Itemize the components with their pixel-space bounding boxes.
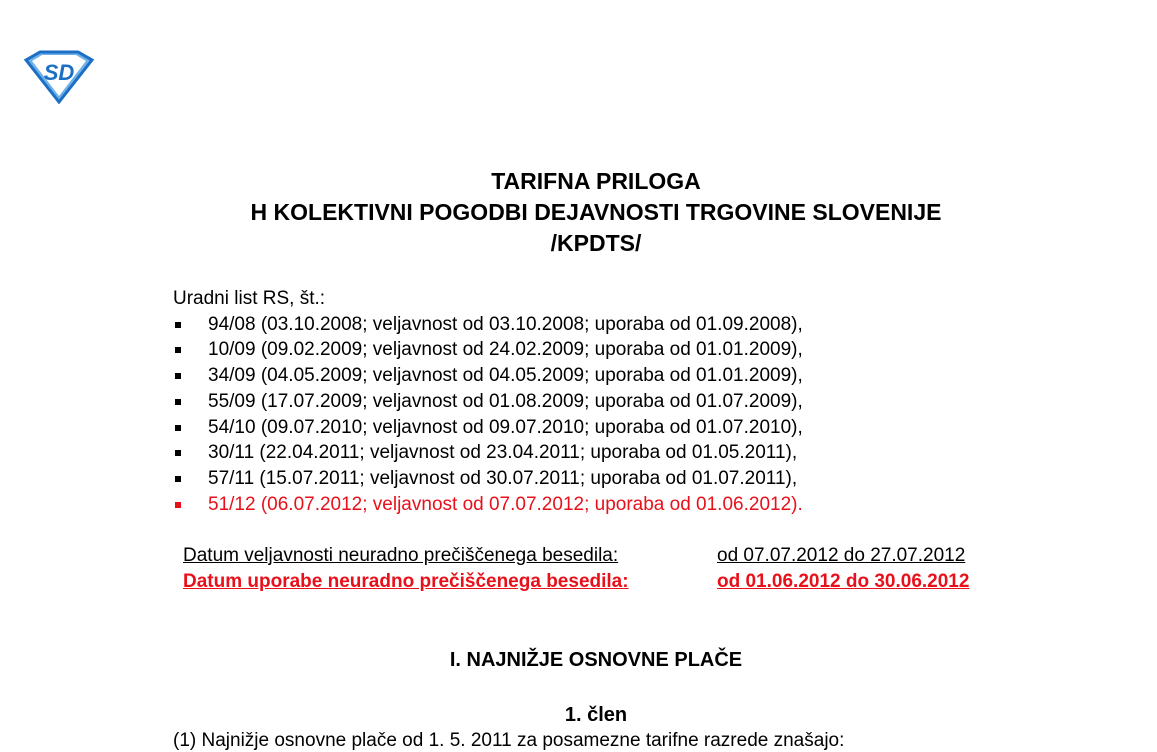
bullet-icon	[175, 425, 181, 431]
gazette-item: 30/11 (22.04.2011; veljavnost od 23.04.2011; uporaba od 01.05.2011),	[173, 440, 803, 466]
usage-label: Datum uporabe neuradno prečiščenega besedila:	[183, 571, 629, 592]
bullet-icon	[175, 347, 181, 353]
bullet-icon	[175, 399, 181, 405]
gazette-item: 54/10 (09.07.2010; veljavnost od 09.07.2010; uporaba od 01.07.2010),	[173, 415, 803, 441]
bullet-icon	[175, 450, 181, 456]
gazette-item: 10/09 (09.02.2009; veljavnost od 24.02.2009; uporaba od 01.01.2009),	[173, 337, 803, 363]
validity-label: Datum veljavnosti neuradno prečiščenega besedila:	[183, 545, 619, 566]
gazette-intro: Uradni list RS, št.:	[173, 288, 326, 309]
gazette-item: 55/09 (17.07.2009; veljavnost od 01.08.2009; uporaba od 01.07.2009),	[173, 389, 803, 415]
paragraph-text: (1) Najnižje osnovne plače od 1. 5. 2011 za posamezne tarifne razrede znašajo:	[173, 730, 845, 751]
section-heading: I. NAJNIŽJE OSNOVNE PLAČE	[449, 649, 743, 671]
bullet-icon	[175, 373, 181, 379]
bullet-icon	[175, 322, 181, 328]
validity-value: od 07.07.2012 do 27.07.2012	[717, 545, 966, 566]
gazette-item: 94/08 (03.10.2008; veljavnost od 03.10.2008; uporaba od 01.09.2008),	[173, 312, 803, 338]
logo	[22, 50, 96, 104]
title-line-1: TARIFNA PRILOGA	[491, 168, 701, 194]
article-heading: 1. člen	[564, 704, 628, 726]
title-line-2: H KOLEKTIVNI POGODBI DEJAVNOSTI TRGOVINE SLOVENIJE	[250, 199, 942, 225]
document-title	[0, 166, 1157, 259]
title-line-3: /KPDTS/	[550, 230, 642, 256]
gazette-item: 34/09 (04.05.2009; veljavnost od 04.05.2009; uporaba od 01.01.2009),	[173, 363, 803, 389]
gazette-references	[173, 286, 803, 517]
bullet-icon	[175, 476, 181, 482]
usage-value: od 01.06.2012 do 30.06.2012	[717, 571, 970, 592]
logo-text: SD	[43, 60, 75, 85]
bullet-icon	[175, 502, 181, 508]
gazette-item: 57/11 (15.07.2011; veljavnost od 30.07.2011; uporaba od 01.07.2011),	[173, 466, 803, 492]
gazette-item-latest: 51/12 (06.07.2012; veljavnost od 07.07.2012; uporaba od 01.06.2012).	[173, 492, 803, 518]
gazette-list	[173, 312, 803, 518]
